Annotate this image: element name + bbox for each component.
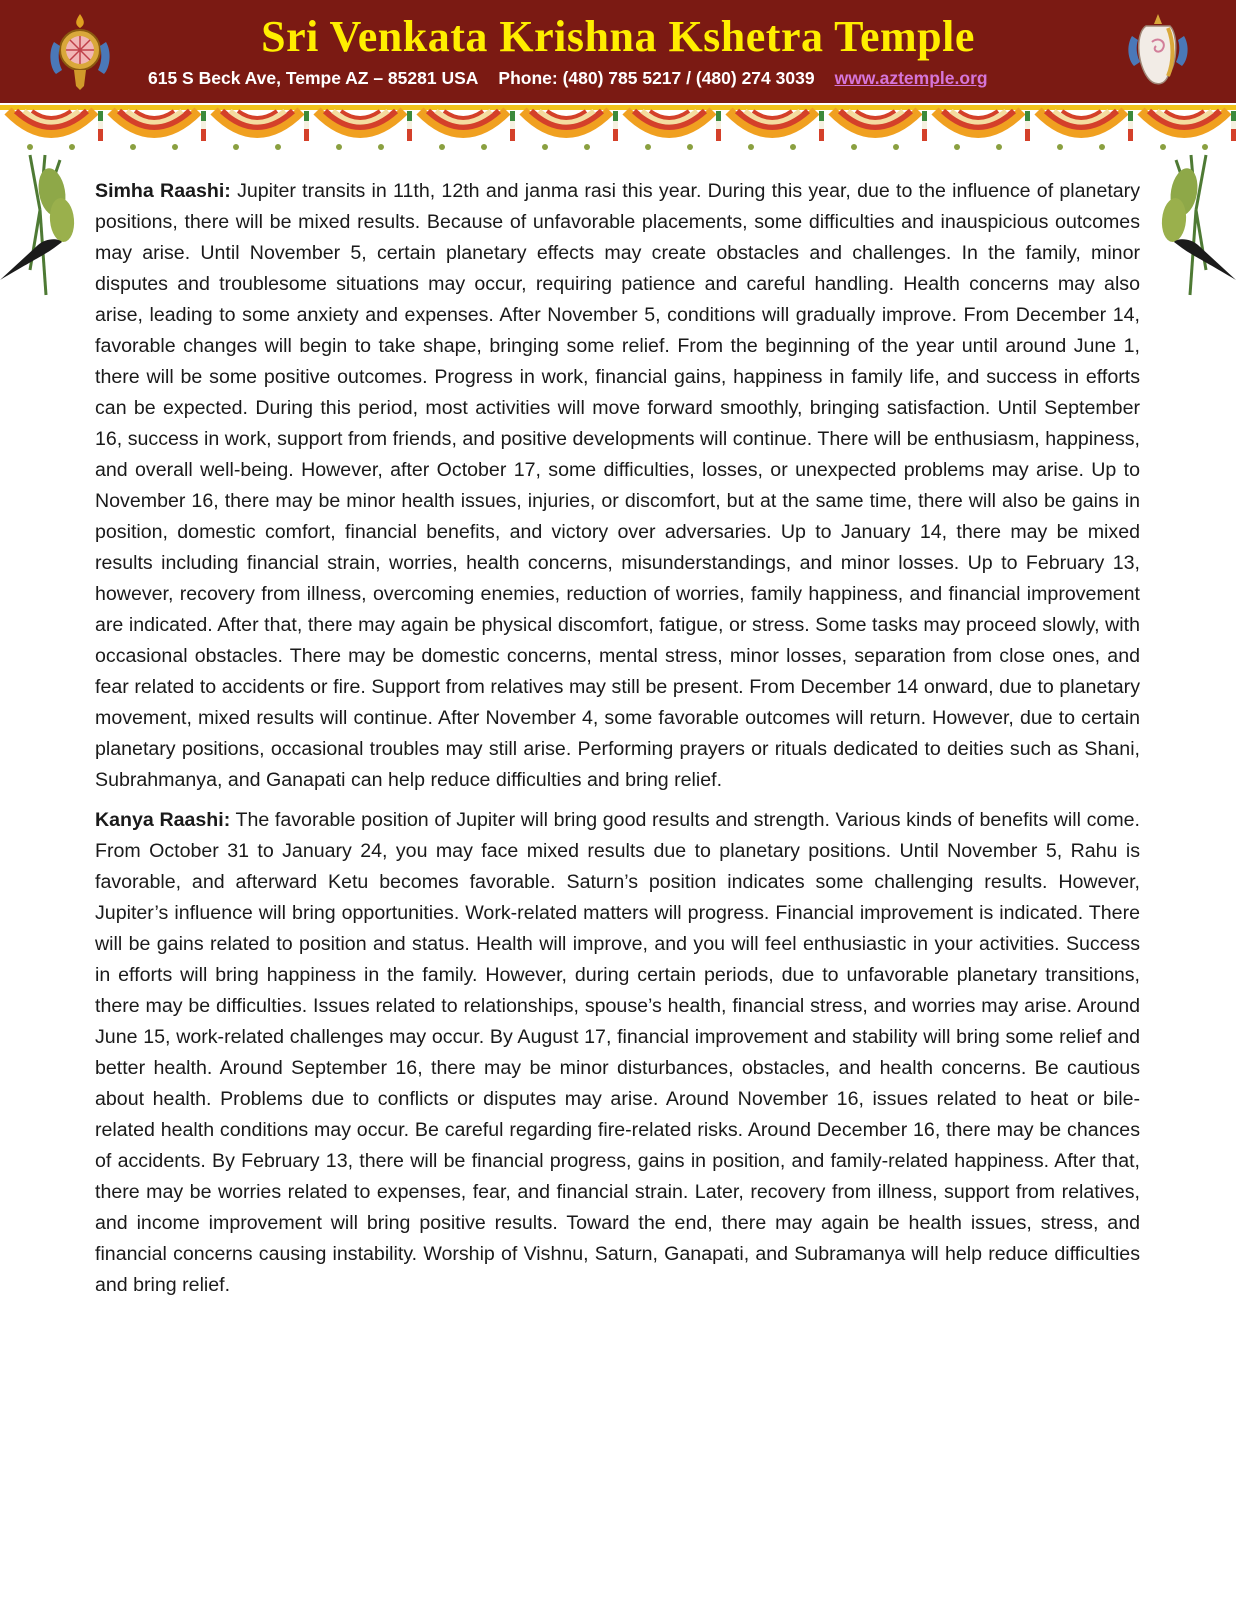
temple-header (0, 0, 1236, 103)
kanya-raashi-paragraph (95, 805, 1140, 1301)
section-heading: Kanya Raashi: (95, 809, 231, 831)
website-link[interactable]: www.aztemple.org (834, 68, 988, 88)
mango-leaf-bird-ornament-right (1146, 150, 1236, 300)
contact-line (148, 68, 988, 89)
page-title: Sri Venkata Krishna Kshetra Temple (261, 12, 975, 61)
shankha-conch-icon (1118, 12, 1198, 92)
horoscope-content (95, 176, 1140, 1310)
section-heading: Simha Raashi: (95, 180, 231, 202)
marigold-garland-border (0, 103, 1236, 158)
mango-leaf-bird-ornament-left (0, 150, 90, 300)
phone-numbers: Phone: (480) 785 5217 / (480) 274 3039 (498, 68, 815, 88)
section-text: The favorable position of Jupiter will bring good results and strength. Various kinds of benefits will come. From October 31 to January 24, you may face mixed results due to planetary positions. Until November 5, Rahu is favorable, and afterward Ketu becomes favorable. Saturn’s position indicates some challenging results. However, Jupiter’s influence will bring opportunities. Work-related matters will progress. Financial improvement is indicated. There will be gains related to position and status. Health will improve, and you will feel enthusiastic in your activities. Success in efforts will bring happiness in the family. However, during certain periods, due to unfavorable planetary transitions, there may be difficulties. Issues related to relationships, spouse’s health, financial stress, and worries may arise. Around June 15, work-related challenges may occur. By August 17, financial improvement and stability will bring some relief and better health. Around September 16, there may be minor disturbances, obstacles, and health concerns. Be cautious about health. Problems due to conflicts or disputes may arise. Around November 16, issues related to heat or bile-related health conditions may occur. Be careful regarding fire-related risks. Around December 16, there may be chances of accidents. By February 13, there will be financial progress, gains in position, and family-related happiness. After that, there may be worries related to expenses, fear, and financial strain. Later, recovery from illness, support from relatives, and income improvement will bring positive results. Toward the end, there may again be health issues, stress, and financial concerns causing instability. Worship of Vishnu, Saturn, Ganapati, and Subramanya will help reduce difficulties and bring relief. (95, 809, 1140, 1296)
section-text: Jupiter transits in 11th, 12th and janma rasi this year. During this year, due to the influence of planetary positions, there will be mixed results. Because of unfavorable placements, some difficulties and inauspicious outcomes may arise. Until November 5, certain planetary effects may create obstacles and challenges. In the family, minor disputes and troublesome situations may occur, requiring patience and careful handling. Health concerns may also arise, leading to some anxiety and expenses. After November 5, conditions will gradually improve. From December 14, favorable changes will begin to take shape, bringing some relief. From the beginning of the year until around June 1, there will be some positive outcomes. Progress in work, financial gains, happiness in family life, and success in efforts can be expected. During this period, most activities will move forward smoothly, bringing satisfaction. Until September 16, success in work, support from friends, and positive developments will continue. There will be enthusiasm, happiness, and overall well-being. However, after October 17, some difficulties, losses, or unexpected problems may arise. Up to November 16, there may be minor health issues, injuries, or discomfort, but at the same time, there will also be gains in position, domestic comfort, financial benefits, and victory over adversaries. Up to January 14, there may be mixed results including financial strain, worries, health concerns, misunderstandings, and minor losses. Up to February 13, however, recovery from illness, overcoming enemies, reduction of worries, family happiness, and financial improvement are indicated. After that, there may again be physical discomfort, fatigue, or stress. Some tasks may proceed slowly, with occasional obstacles. There may be domestic concerns, mental stress, minor losses, separation from close ones, and fear related to accidents or fire. Support from relatives may still be present. From December 14 onward, due to planetary movement, mixed results will continue. After November 4, some favorable outcomes will return. However, due to certain planetary positions, occasional troubles may still arise. Performing prayers or rituals dedicated to deities such as Shani, Subrahmanya, and Ganapati can help reduce difficulties and bring relief. (95, 180, 1141, 791)
simha-raashi-paragraph (95, 176, 1140, 796)
address: 615 S Beck Ave, Tempe AZ – 85281 USA (148, 68, 479, 88)
